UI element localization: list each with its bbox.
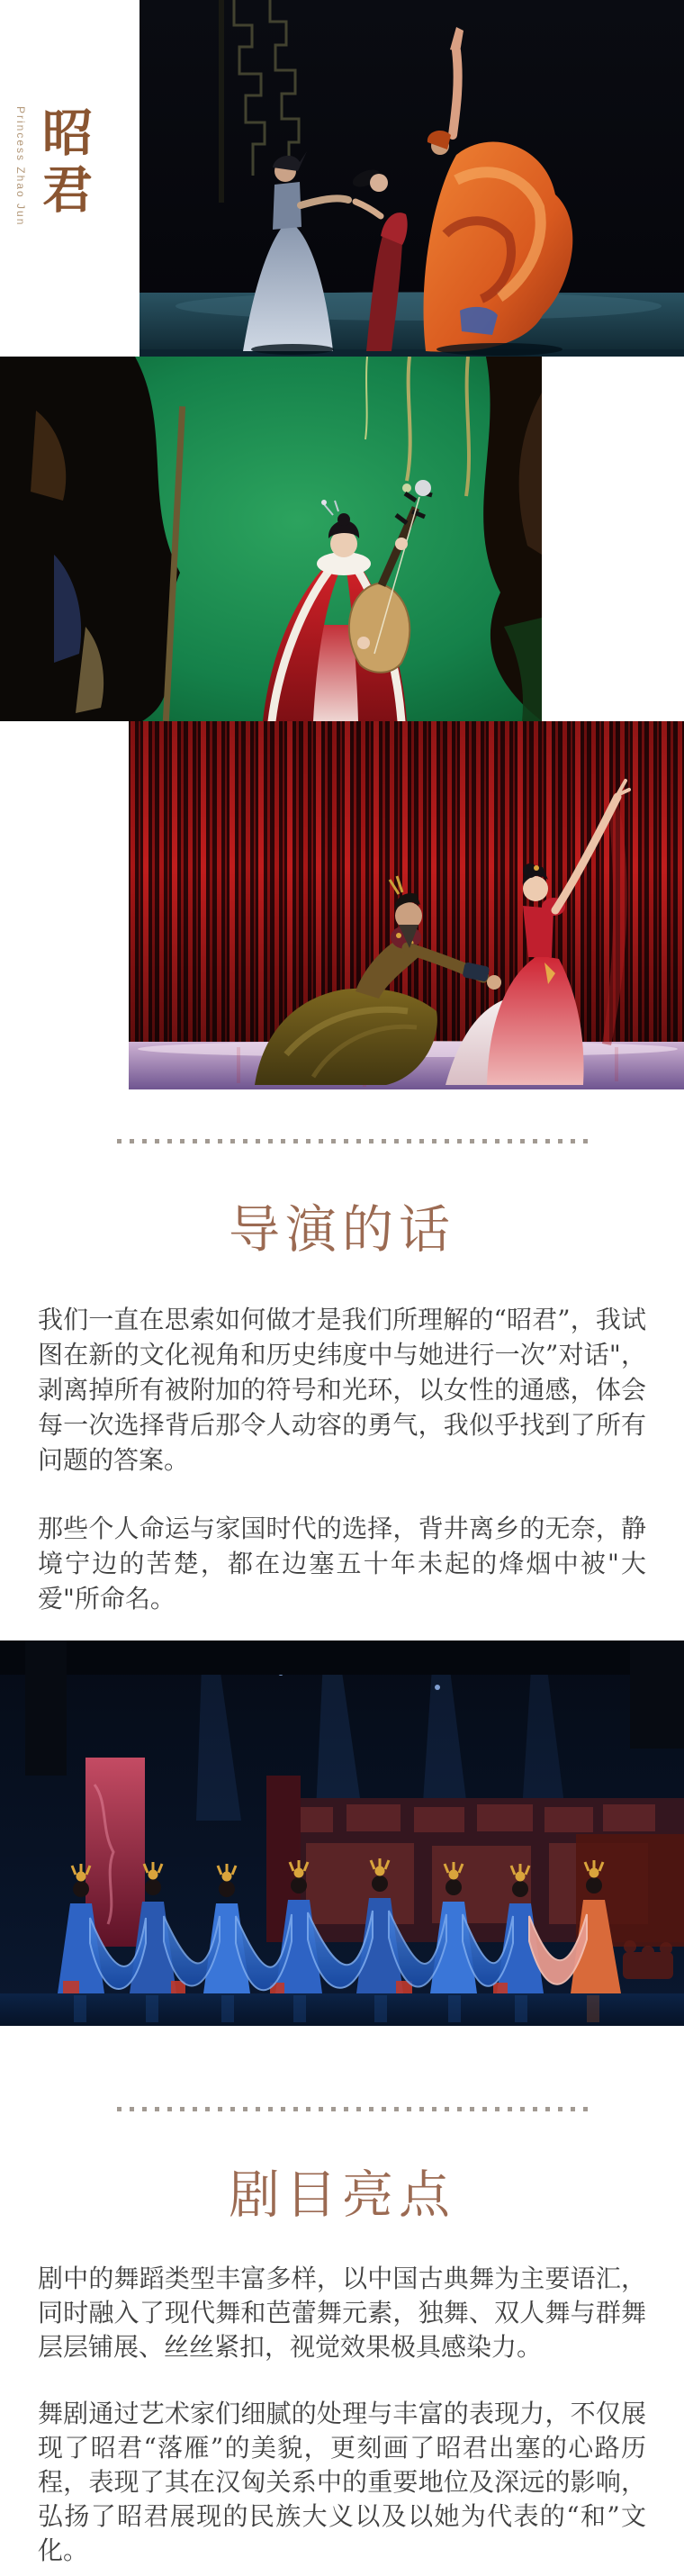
highlights-text-block — [38, 2262, 646, 2576]
logo-title-vertical: 昭君 — [34, 106, 94, 220]
photo-opening-trio-scene[interactable] — [140, 0, 684, 357]
section-heading-director: 导演的话 — [229, 1201, 455, 1259]
section-heading-highlights: 剧目亮点 — [229, 2166, 455, 2224]
logo-subtitle-vertical: Princess Zhao Jun — [14, 106, 27, 227]
paragraph: 我们一直在思索如何做才是我们所理解的“昭君”，我试图在新的文化视角和历史纬度中与她进行一次”对话"，剥离掉所有被附加的符号和光环，以女性的通感，体会每一次选择背后那令人动容的勇气，我似乎找到了所有问题的答案。 — [38, 1305, 646, 1475]
reflective-floor — [0, 1993, 684, 2026]
photo-pipa-red-cloak-scene[interactable] — [0, 357, 542, 721]
show-logo — [14, 106, 93, 232]
distant-figures — [623, 1940, 673, 1979]
dashed-divider — [117, 2107, 592, 2111]
director-text-block — [38, 1302, 646, 1650]
photo-red-curtain-duet-scene[interactable] — [129, 721, 684, 1089]
dashed-divider — [117, 1139, 592, 1143]
photo-blue-silk-group-scene[interactable] — [0, 1641, 684, 2026]
paragraph: 剧中的舞蹈类型丰富多样，以中国古典舞为主要语汇，同时融入了现代舞和芭蕾舞元素，独舞、双人舞与群舞层层铺展、丝丝紧扣，视觉效果极具感染力。 — [38, 2264, 646, 2362]
paragraph: 舞剧通过艺术家们细腻的处理与丰富的表现力，不仅展现了昭君“落雁”的美貌，更刻画了昭君出塞的心路历程，表现了其在汉匈关系中的重要地位及深远的影响，弘扬了昭君展现的民族大义以及以她为代表的“和”文化。 — [38, 2399, 646, 2565]
paragraph: 那些个人命运与家国时代的选择，背井离乡的无奈，静境宁边的苦楚，都在边塞五十年未起的烽烟中被"大爱"所命名。 — [38, 1514, 646, 1613]
